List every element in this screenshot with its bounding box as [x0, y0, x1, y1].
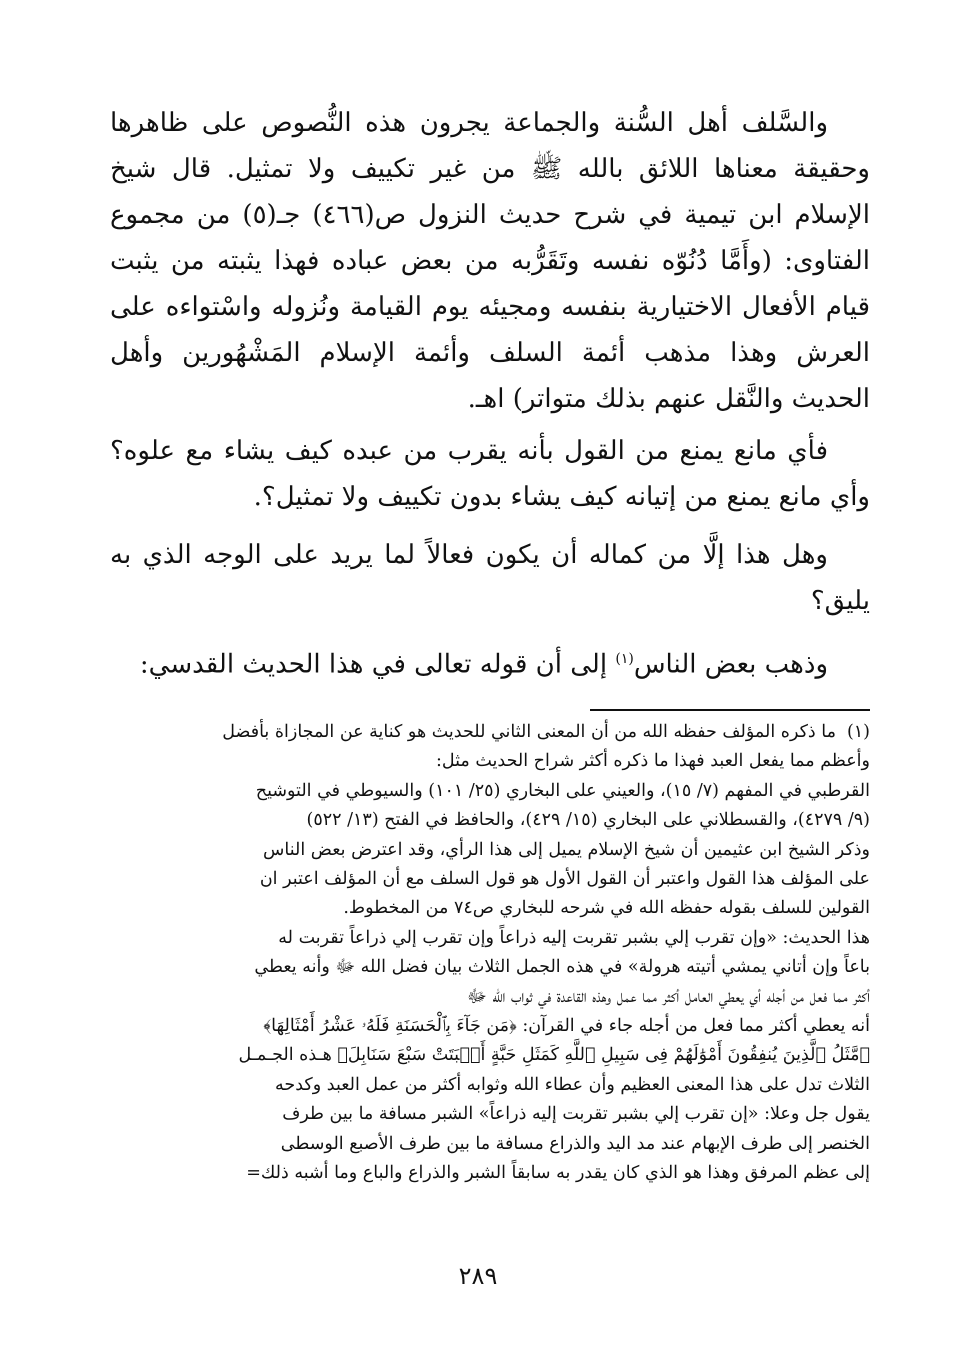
- paragraph-some-people-end: إلى أن قوله تعالى في هذا الحديث القدسي:: [139, 649, 616, 680]
- footnote-line: (٩/ ٤٢٧٩)، والقسطلاني على البخاري (١٥/ ٤٢٩)، والحافظ في الفتح (١٣/ ٥٢٢): [306, 810, 870, 831]
- footnote-line: هذا الحديث: «وإن تقرب إلي بشبر تقربت إليه ذراعاً وإن تقرب إلي ذراعاً تقربت له: [278, 927, 870, 948]
- footnote-line: وأعظم مما يفعل العبد فهذا ما ذكره أكثر شراح الحديث مثل:: [435, 751, 870, 772]
- footnote-line: القرطبي في المفهم (٧/ ١٥)، والعيني على البخاري (٢٥/ ١٠١) والسيوطي في التوشيح: [255, 780, 870, 801]
- footnote-marker: (١): [846, 722, 870, 742]
- footnote-line: (١)ما ذكره المؤلف حفظه الله من أن المعنى الثاني للحديث هو كناية عن المجازاة بأفضل: [110, 718, 870, 747]
- page-number: ٢٨٩: [458, 1262, 498, 1290]
- paragraph-obstacle-question: فأي مانع يمنع من القول بأنه يقرب من عبده كيف يشاء مع علوه؟ وأي مانع يمنع من إتيانه كيف يشاء بدون تكييف ولا تمثيل؟.: [110, 436, 870, 512]
- main-text: [110, 100, 870, 688]
- paragraph-perfection-question: وهل هذا إلَّا من كماله أن يكون فعالاً لما يريد على الوجه الذي به يليق؟: [110, 540, 870, 616]
- book-page: [110, 100, 871, 1184]
- footnote-line: يقول جل وعلا: «إن تقرب إلي بشبر تقربت إليه ذراعاً» الشبر مسافة ما بين طرف: [282, 1104, 870, 1125]
- footnote-line: على المؤلف هذا القول واعتبر أن القول الأول هو قول السلف مع أن المؤلف اعتبر ان: [259, 869, 870, 890]
- footnote-reference: (١): [615, 651, 634, 667]
- footnote-line: القولين للسلف بقوله حفظه الله في شرحه للبخاري ص٧٤ من المخطوط.: [343, 898, 870, 919]
- footnote-line: باعاً وإن أتاني يمشي أتيته هرولة» في هذه الجمل الثلاث بيان فضل الله ﷻ وأنه يعطي: [254, 957, 870, 978]
- footnote-line: أنه يعطي أكثر مما فعل من أجله جاء في القرآن: ﴿مَن جَآءَ بِٱلْحَسَنَةِ فَلَهُۥ عَشْرُ أَمْثَالِهَا﴾: [263, 1016, 870, 1037]
- footnote-line: وذكر الشيخ ابن عثيمين أن شيخ الإسلام يميل إلى هذا الرأي، وقد اعترض بعض الناس: [263, 839, 870, 860]
- footnote-line: ﴿مَّثَلُ ٱلَّذِينَ يُنفِقُونَ أَمْوَٰلَهُمْ فِى سَبِيلِ ٱللَّهِ كَمَثَلِ حَبَّةٍ أَنۢبَتَتْ سَبْعَ سَنَابِلَ﴾ هـذه الجـمـل: [238, 1045, 870, 1066]
- footnote-line: إلى عظم المرفق وهذا هو الذي كان يقدر به سابقاً الشبر والذراع والباع وما أشبه ذلك=: [246, 1163, 870, 1184]
- footnote-line: الثلاث تدل على هذا المعنى العظيم وأن عطاء الله وثوابه أكثر من عمل العبد وكدحه: [275, 1074, 870, 1095]
- paragraph-some-people-start: وذهب بعض الناس: [633, 649, 828, 680]
- paragraph-salaf: والسَّلف أهل السُّنة والجماعة يجرون هذه النُّصوص على ظاهرها وحقيقة معناها اللائق بالله ﷺ من غير تكييف ولا تمثيل. قال شيخ الإسلام ابن تيمية في شرح حديث النزول ص(٤٦٦) جـ(٥) من مجموع الفتاوى: (وأَمَّا دُنُوّه نفسه وتَقَرُّبه من بعض عباده فهذا يثبته من يثبت قيام الأفعال الاختيارية بنفسه ومجيئه يوم القيامة ونُزوله واسْتواءه على العرش وهذا مذهب أئمة السلف وأئمة الإسلام المَشْهُورين وأهل الحديث والنَّقل عنهم بذلك متواتر) اهـ.: [110, 108, 871, 414]
- footnote-line: الخنصر إلى طرف الإبهام عند مد اليد والذراع مسافة ما بين طرف الأصبع الوسطى: [280, 1133, 870, 1154]
- footnote: [110, 718, 870, 1189]
- footnote-line: أكثر مما فعل من أجله أي يعطي العامل أكثر مما عمل وهذه القاعدة في ثواب الله ﷻ: [467, 986, 870, 1007]
- paragraph-some-people: [110, 636, 870, 688]
- footnote-separator: [590, 709, 870, 711]
